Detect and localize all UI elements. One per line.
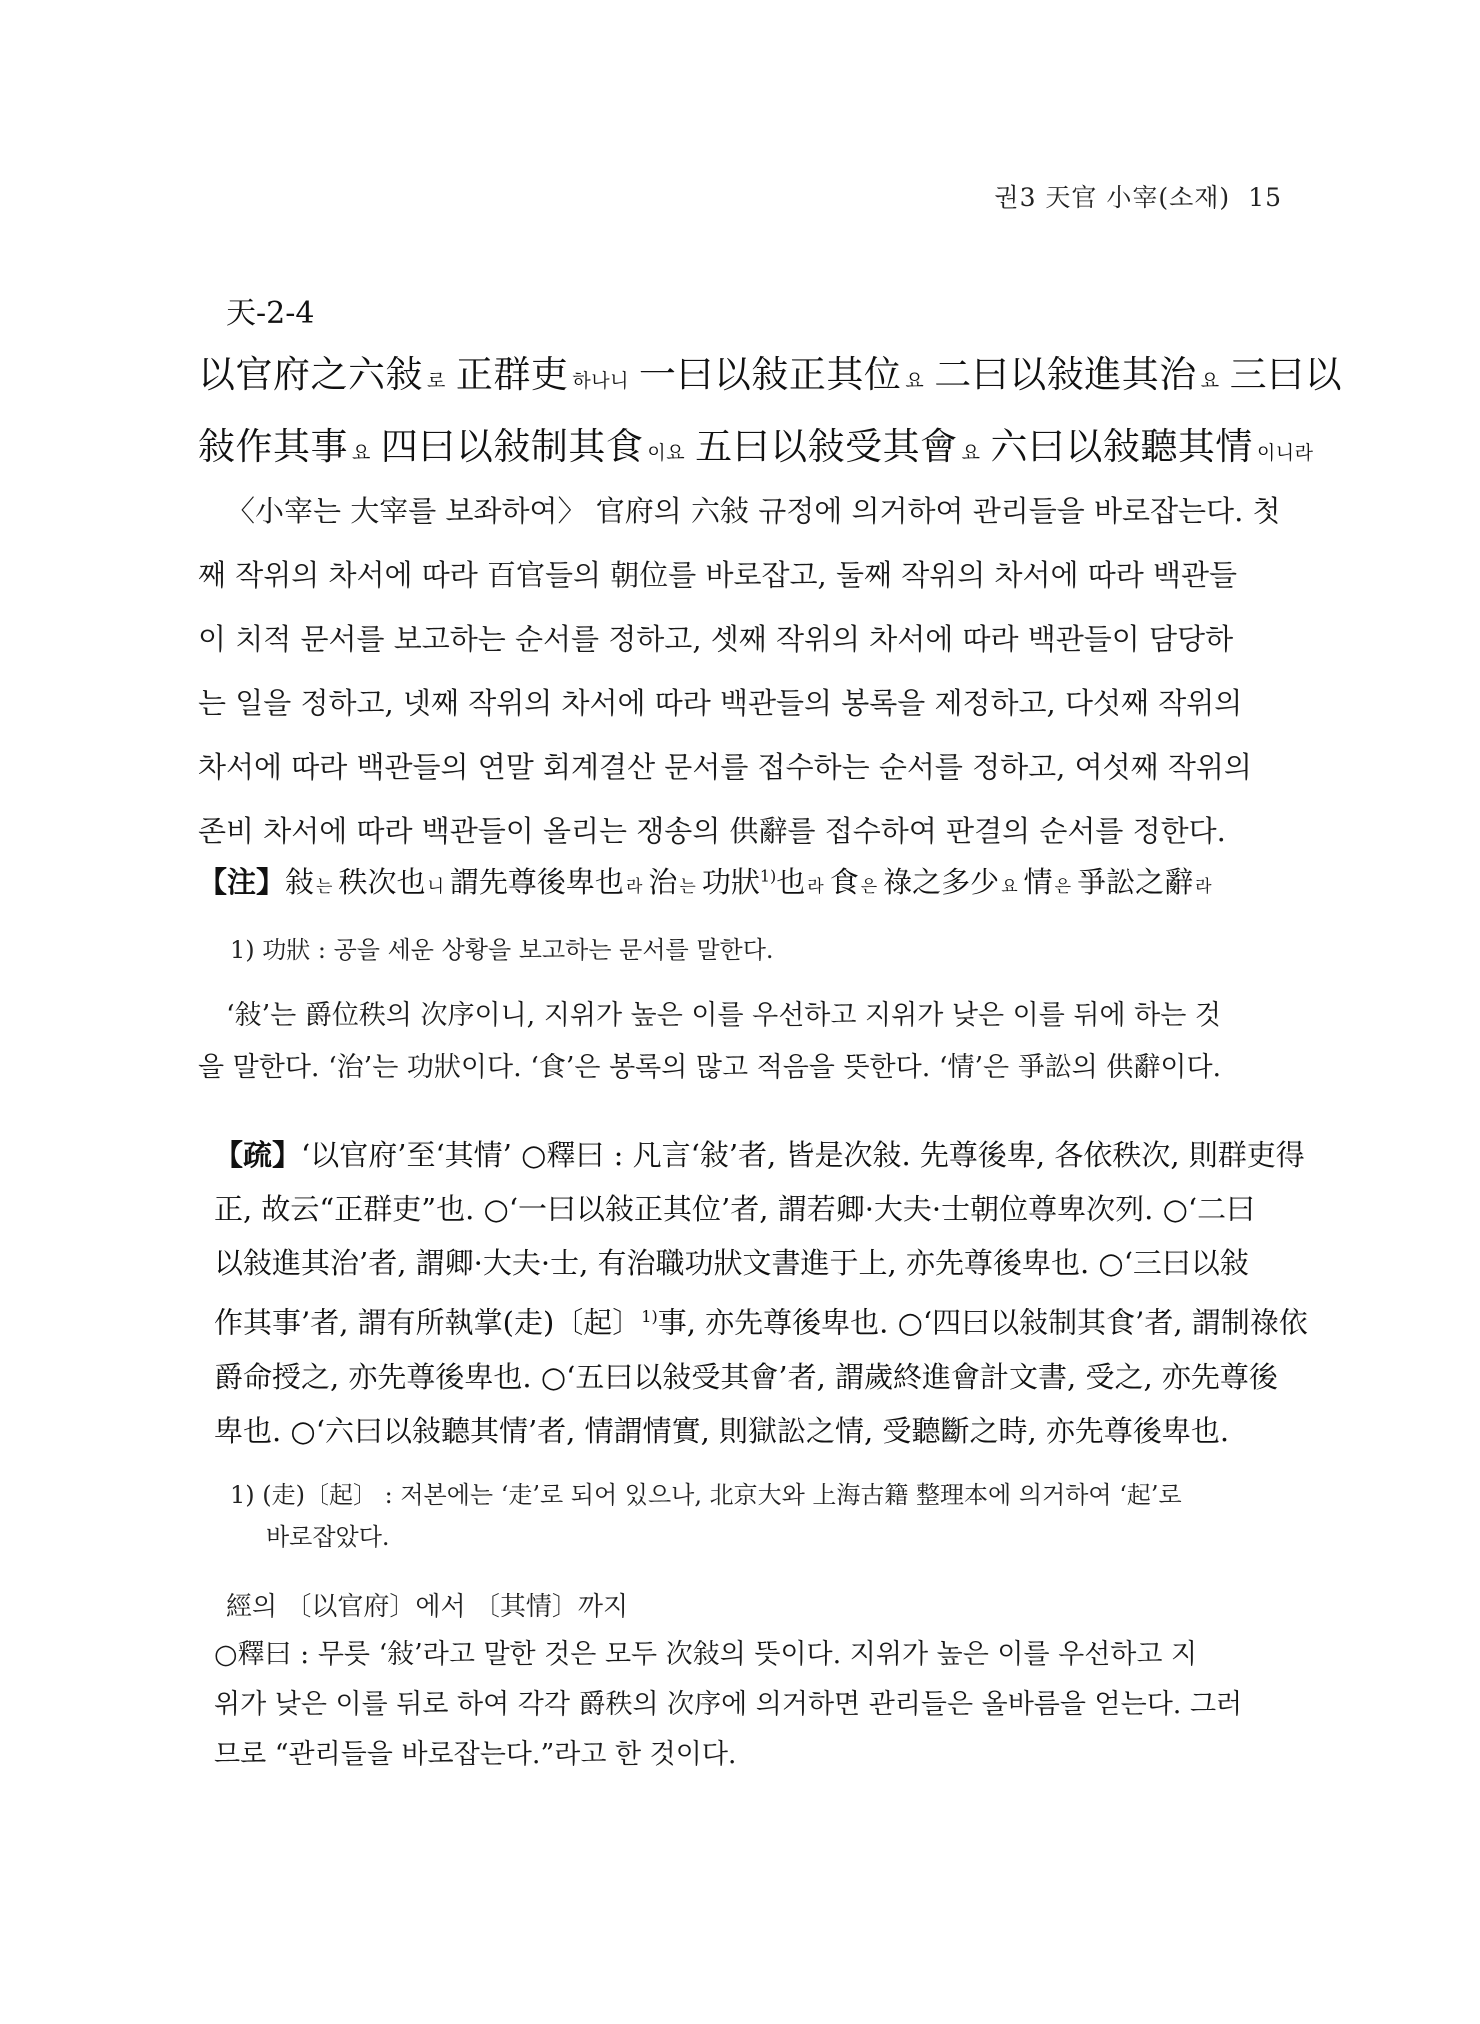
section-id: 天-2-4 xyxy=(226,296,315,331)
translation-line: 차서에 따라 백관들의 연말 회계결산 문서를 접수하는 순서를 정하고, 여섯째 작위의 xyxy=(198,750,1252,784)
reading-particle: 요 xyxy=(352,442,371,464)
reading-particle: 니 xyxy=(427,877,444,897)
reading-particle: 요 xyxy=(961,442,981,464)
hanja-text: 六曰以敍聽其情 xyxy=(990,425,1253,468)
gloss-line: 을 말한다. ‘治’는 功狀이다. ‘食’은 봉록의 많고 적음을 뜻한다. ‘情’은 爭訟의 供辭이다. xyxy=(198,1052,1222,1083)
shu-reference: 經의 〔以官府〕에서 〔其情〕까지 xyxy=(226,1592,629,1622)
reading-particle: 요 xyxy=(1001,877,1018,897)
page-number: 15 xyxy=(1248,183,1282,212)
hanja-text: 秩次也 xyxy=(338,865,426,899)
hanja-text: 祿之多少 xyxy=(883,865,1000,899)
explanation-line: ○釋曰 : 무릇 ‘敍’라고 말한 것은 모두 次敍의 뜻이다. 지위가 높은 이를 우선하고 지 xyxy=(214,1639,1198,1670)
translation-line: 째 작위의 차서에 따라 百官들의 朝位를 바로잡고, 둘째 작위의 차서에 따라 백관들 xyxy=(198,558,1238,592)
footnote-line: 바로잡았다. xyxy=(266,1523,390,1551)
reading-particle: 라 xyxy=(1195,877,1212,897)
classic-text xyxy=(198,342,1343,486)
footnote-marker[interactable]: 1) xyxy=(641,1307,658,1326)
shu-line: 爵命授之, 亦先尊後卑也. ○‘五曰以敍受其會’者, 謂歲終進會計文書, 受之, 亦先尊後 xyxy=(214,1359,1278,1394)
hanja-text: 謂先尊後卑也 xyxy=(449,865,624,899)
reading-particle: 라 xyxy=(625,877,643,897)
explanation-line: 위가 낮은 이를 뒤로 하여 각각 爵秩의 次序에 의거하면 관리들은 올바름을 얻는다. 그러 xyxy=(214,1689,1243,1720)
shu-line xyxy=(214,1290,1308,1350)
translation-line: 〈小宰는 大宰를 보좌하여〉 官府의 六敍 규정에 의거하여 관리들을 바로잡는다. 첫 xyxy=(226,494,1281,528)
shu-explanation xyxy=(214,1630,1290,1780)
hanja-text: 情 xyxy=(1023,865,1053,899)
gloss-line: ‘敍’는 爵位秩의 次序이니, 지위가 높은 이를 우선하고 지위가 낮은 이를 뒤에 하는 것 xyxy=(226,1000,1221,1031)
explanation-line: 므로 “관리들을 바로잡는다.”라고 한 것이다. xyxy=(214,1739,737,1770)
footnote-line: 1) (走)〔起〕 : 저본에는 ‘走’로 되어 있으나, 北京大와 上海古籍 整理本에 의거하여 ‘起’로 xyxy=(230,1481,1182,1509)
reading-particle: 은 xyxy=(860,877,878,897)
shu-line: 以敍進其治’者, 謂卿·大夫·士, 有治職功狀文書進于上, 亦先尊後卑也. ○‘三曰以敍 xyxy=(214,1246,1249,1280)
hanja-text: 也 xyxy=(776,865,806,899)
reading-particle: 로 xyxy=(427,370,446,392)
hanja-text: 四曰以敍制其食 xyxy=(380,425,644,468)
reading-particle: 는 xyxy=(316,877,333,897)
zhu-gloss xyxy=(198,990,1288,1094)
translation-line: 는 일을 정하고, 넷째 작위의 차서에 따라 백관들의 봉록을 제정하고, 다섯째 작위의 xyxy=(198,686,1243,720)
running-header xyxy=(994,178,1282,214)
shu-line: 正, 故云“正群吏”也. ○‘一曰以敍正其位’者, 謂若卿·大夫·士朝位尊卑次列. ○‘二曰 xyxy=(214,1192,1256,1226)
zhu-tag: 【注】 xyxy=(198,865,286,899)
hanja-text: 正群吏 xyxy=(455,353,569,396)
translation-line: 존비 차서에 따라 백관들이 올리는 쟁송의 供辭를 접수하여 판결의 순서를 정한다. xyxy=(198,814,1226,848)
hanja-text: 食 xyxy=(829,865,859,899)
hanja-text: 敍 xyxy=(285,865,315,899)
shu-commentary xyxy=(214,1128,1308,1458)
hanja-text: 治 xyxy=(648,865,678,899)
classic-line xyxy=(198,342,1343,414)
hanja-text: 以官府之六敍 xyxy=(198,353,423,396)
reading-particle: 하나니 xyxy=(572,370,629,392)
shu-line: 卑也. ○‘六曰以敍聽其情’者, 情謂情實, 則獄訟之情, 受聽斷之時, 亦先尊後卑也. xyxy=(214,1413,1230,1448)
hanja-text: 五曰以敍受其會 xyxy=(695,425,958,468)
running-title: 권3 天官 小宰(소재) xyxy=(994,183,1231,212)
reading-particle: 은 xyxy=(1054,877,1072,897)
hanja-text: 敍作其事 xyxy=(198,425,348,468)
reading-particle: 이요 xyxy=(647,442,686,464)
shu-line xyxy=(214,1128,1305,1182)
shu-text: ‘以官府’至‘其情’ ○釋曰 : 凡言‘敍’者, 皆是次敍. 先尊後卑, 各依秩次, 則群吏得 xyxy=(301,1138,1305,1172)
classic-line xyxy=(198,414,1314,486)
reading-particle: 이니라 xyxy=(1256,442,1314,464)
hanja-text: 二曰以敍進其治 xyxy=(934,353,1197,396)
translation-paragraph xyxy=(198,479,1288,863)
zhu-footnote: 1) 功狀 : 공을 세운 상황을 보고하는 문서를 말한다. xyxy=(230,936,774,964)
shu-footnote xyxy=(230,1474,1290,1558)
reading-particle: 요 xyxy=(1200,370,1220,392)
reading-particle: 는 xyxy=(679,877,696,897)
hanja-text: 功狀 xyxy=(701,865,760,899)
translation-line: 이 치적 문서를 보고하는 순서를 정하고, 셋째 작위의 차서에 따라 백관들이 담당하 xyxy=(198,622,1234,656)
hanja-text: 三曰以 xyxy=(1229,353,1343,396)
hanja-text: 爭訟之辭 xyxy=(1077,865,1194,899)
shu-text: 作其事’者, 謂有所執掌(走)〔起〕 xyxy=(214,1305,642,1340)
shu-tag: 【疏】 xyxy=(214,1138,302,1172)
zhu-commentary xyxy=(198,860,1288,901)
shu-text: 事, 亦先尊後卑也. ○‘四曰以敍制其食’者, 謂制祿依 xyxy=(657,1305,1308,1340)
reading-particle: 요 xyxy=(905,370,925,392)
footnote-marker[interactable]: 1) xyxy=(759,866,777,886)
reading-particle: 라 xyxy=(807,877,824,897)
hanja-text: 一曰以敍正其位 xyxy=(638,353,902,396)
